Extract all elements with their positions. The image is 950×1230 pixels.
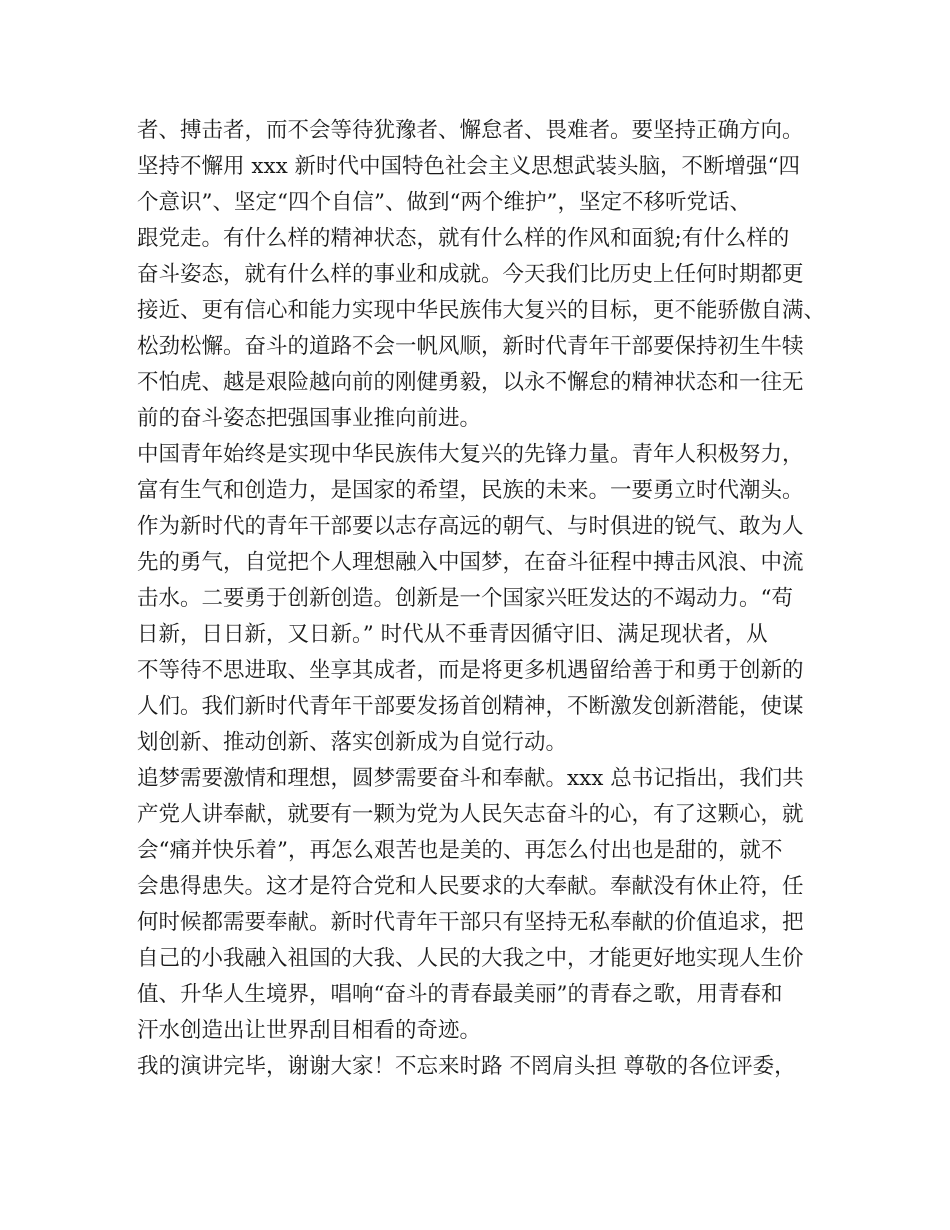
text-line: 个意识”、坚定“四个自信”、做到“两个维护”，坚定不移听党话、	[137, 190, 751, 215]
text-line: 作为新时代的青年干部要以志存高远的朝气、与时俱进的锐气、敢为人	[137, 514, 804, 539]
text-line: 会“痛并快乐着”，再怎么艰苦也是美的、再怎么付出也是甜的，就不	[137, 838, 783, 863]
text-line: 人们。我们新时代青年干部要发扬首创精神，不断激发创新潜能，使谋	[137, 694, 804, 719]
text-line: 坚持不懈用 xxx 新时代中国特色社会主义思想武装头脑，不断增强“四	[137, 154, 801, 179]
text-line: 富有生气和创造力，是国家的希望，民族的未来。一要勇立时代潮头。	[137, 478, 804, 503]
document-body	[137, 113, 837, 1085]
text-line: 先的勇气，自觉把个人理想融入中国梦，在奋斗征程中搏击风浪、中流	[137, 550, 804, 575]
text-line: 汗水创造出让世界刮目相看的奇迹。	[137, 1018, 482, 1043]
text-line: 值、升华人生境界，唱响“奋斗的青春最美丽”的青春之歌，用青春和	[137, 982, 783, 1007]
text-line: 不怕虎、越是艰险越向前的刚健勇毅，以永不懈怠的精神状态和一往无	[137, 370, 804, 395]
text-line: 划创新、推动创新、落实创新成为自觉行动。	[137, 730, 568, 755]
text-line: 松劲松懈。奋斗的道路不会一帆风顺，新时代青年干部要保持初生牛犊	[137, 334, 804, 359]
text-line: 日新，日日新，又日新。” 时代从不垂青因循守旧、满足现状者，从	[137, 622, 768, 647]
text-line: 击水。二要勇于创新创造。创新是一个国家兴旺发达的不竭动力。“苟	[137, 586, 793, 611]
text-line: 不等待不思进取、坐享其成者，而是将更多机遇留给善于和勇于创新的	[137, 658, 804, 683]
text-line: 产党人讲奉献，就要有一颗为党为人民矢志奋斗的心，有了这颗心，就	[137, 802, 804, 827]
text-line: 接近、更有信心和能力实现中华民族伟大复兴的目标，更不能骄傲自满、	[137, 298, 826, 323]
text-line: 何时候都需要奉献。新时代青年干部只有坚持无私奉献的价值追求，把	[137, 910, 804, 935]
text-line: 中国青年始终是实现中华民族伟大复兴的先锋力量。青年人积极努力，	[137, 442, 804, 467]
text-line: 我的演讲完毕，谢谢大家！不忘来时路 不罔肩头担 尊敬的各位评委，	[137, 1054, 796, 1079]
text-line: 跟党走。有什么样的精神状态，就有什么样的作风和面貌;有什么样的	[137, 226, 790, 251]
text-line: 前的奋斗姿态把强国事业推向前进。	[137, 406, 482, 431]
text-line: 者、搏击者，而不会等待犹豫者、懈怠者、畏难者。要坚持正确方向。	[137, 118, 804, 143]
text-line: 奋斗姿态，就有什么样的事业和成就。今天我们比历史上任何时期都更	[137, 262, 804, 287]
text-line: 自己的小我融入祖国的大我、人民的大我之中，才能更好地实现人生价	[137, 946, 804, 971]
text-line: 追梦需要激情和理想，圆梦需要奋斗和奉献。xxx 总书记指出，我们共	[137, 766, 804, 791]
text-line: 会患得患失。这才是符合党和人民要求的大奉献。奉献没有休止符，任	[137, 874, 804, 899]
